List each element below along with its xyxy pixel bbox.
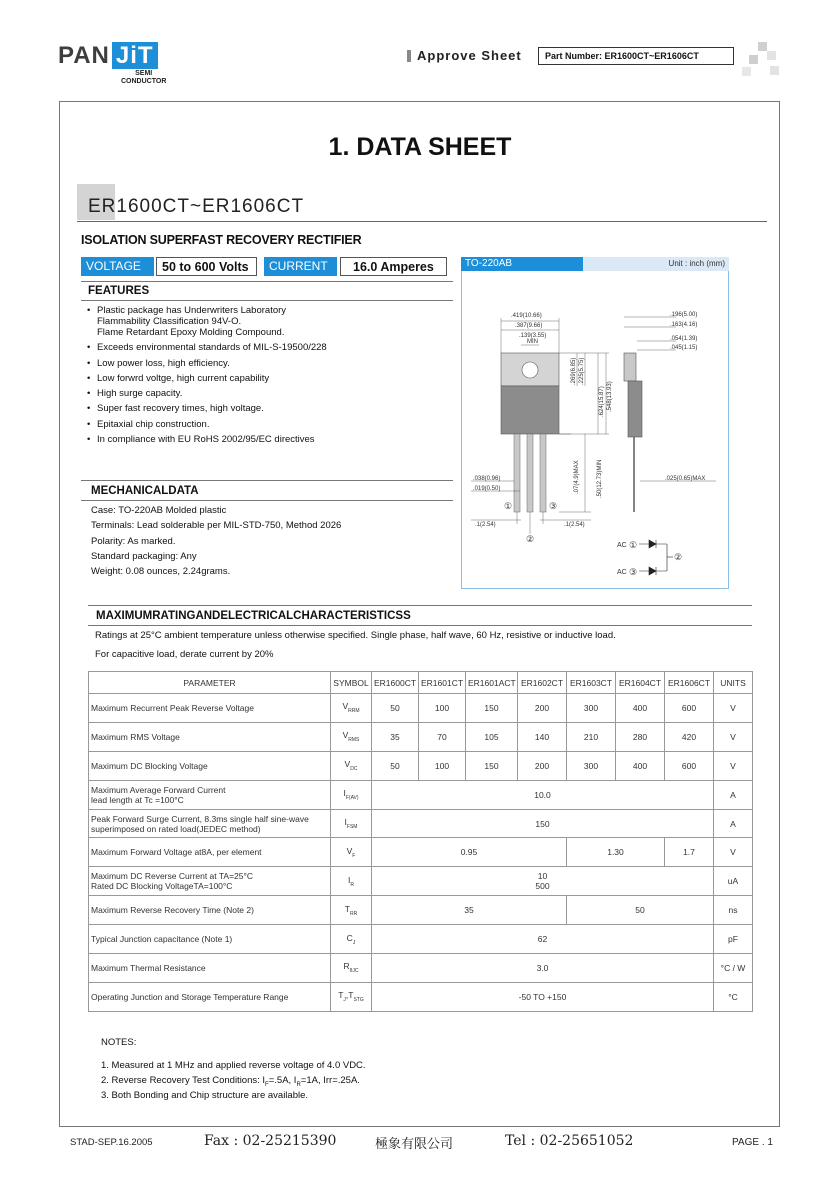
value-cell: 10 500 xyxy=(372,867,714,896)
value-cell: 600 xyxy=(665,751,714,780)
part-number: ER1600CT~ER1606CT xyxy=(604,51,699,61)
dim-label: .624(15.87) xyxy=(599,386,605,417)
symbol-cell: $T_J,T_{STG}$ xyxy=(331,982,372,1011)
table-row xyxy=(89,722,753,751)
table-header: ER1601ACT xyxy=(466,672,518,694)
note-item: 3. Both Bonding and Chip structure are available. xyxy=(101,1090,309,1101)
feature-item: • Exceeds environmental standards of MIL-S-19500/228 xyxy=(87,342,447,353)
mechanical-heading: MECHANICALDATA xyxy=(91,485,199,497)
package-body xyxy=(501,386,559,434)
symbol-cell: $V_{RMS}$ xyxy=(331,722,372,751)
part-number-box: Part Number: ER1600CT~ER1606CT xyxy=(538,47,734,65)
symbol-cell: $R_{\theta JC}$ xyxy=(331,954,372,983)
value-cell: 200 xyxy=(518,751,567,780)
side-tab xyxy=(624,353,636,381)
divider xyxy=(81,281,453,282)
mechanical-item: Case: TO-220AB Molded plastic xyxy=(91,505,227,516)
footer-date: STAD-SEP.16.2005 xyxy=(70,1137,153,1148)
value-cell: 300 xyxy=(567,694,616,723)
table-row xyxy=(89,838,753,867)
table-header: UNITS xyxy=(714,672,753,694)
value-cell: 35 xyxy=(372,722,419,751)
mechanical-list xyxy=(91,505,341,581)
note-item: 1. Measured at 1 MHz and applied reverse voltage of 4.0 VDC. xyxy=(101,1060,366,1071)
decor-square xyxy=(742,67,751,76)
symbol-cell: $T_{RR}$ xyxy=(331,896,372,925)
table-row xyxy=(89,780,753,809)
notes-heading: NOTES: xyxy=(101,1037,137,1048)
footer-fax: Fax : 02-25215390 xyxy=(204,1133,337,1149)
table-header: ER1606CT xyxy=(665,672,714,694)
param-cell: Maximum Recurrent Peak Reverse Voltage xyxy=(89,694,331,723)
dim-label: .054(1.39) xyxy=(670,336,698,342)
value-cell: 3.0 xyxy=(372,954,714,983)
dim-label: .387(9.66) xyxy=(515,323,543,329)
symbol-cell: $V_{RRM}$ xyxy=(331,694,372,723)
ac-label: AC xyxy=(617,569,627,576)
mechanical-item: Polarity: As marked. xyxy=(91,535,176,547)
feature-item: • Super fast recovery times, high voltage. xyxy=(87,403,447,414)
lead-2 xyxy=(527,434,533,512)
current-label: CURRENT xyxy=(264,257,337,276)
param-cell: Maximum DC Reverse Current at TA=25°C Rated DC Blocking VoltageTA=100°C xyxy=(89,867,331,896)
footer-page: PAGE . 1 xyxy=(732,1137,773,1148)
unit-cell: pF xyxy=(714,925,753,954)
note-item: 2. Reverse Recovery Test Conditions: $I_F=.5A$, $I_R=1A$, Irr=.25A. xyxy=(101,1075,360,1088)
symbol-cell: $V_F$ xyxy=(331,838,372,867)
param-cell: Operating Junction and Storage Temperature Range xyxy=(89,982,331,1011)
unit-cell: A xyxy=(714,809,753,838)
param-cell: Typical Junction capacitance (Note 1) xyxy=(89,925,331,954)
param-cell: Maximum RMS Voltage xyxy=(89,722,331,751)
page-title: 1. DATA SHEET xyxy=(328,133,512,161)
package-label: TO-220AB xyxy=(461,257,583,271)
dim-label: .045(1.15) xyxy=(670,345,698,351)
symbol-cell: $I_R$ xyxy=(331,867,372,896)
unit-cell: °C / W xyxy=(714,954,753,983)
table-header-row xyxy=(89,672,753,694)
unit-cell: V xyxy=(714,694,753,723)
footer-tel: Tel : 02-25651052 xyxy=(505,1133,634,1149)
approve-marker xyxy=(407,50,411,62)
param-cell: Maximum Reverse Recovery Time (Note 2) xyxy=(89,896,331,925)
mechanical-item: Weight: 0.08 ounces, 2.24grams. xyxy=(91,566,231,578)
features-heading: FEATURES xyxy=(88,285,150,297)
table-header: ER1602CT xyxy=(518,672,567,694)
symbol-cell: $V_{DC}$ xyxy=(331,751,372,780)
value-cell: 420 xyxy=(665,722,714,751)
decor-square xyxy=(767,51,776,60)
value-cell: 100 xyxy=(419,751,466,780)
feature-item: • Plastic package has Underwriters Laboratory Flammability Classification 94V-O. Flame Retardant Epoxy Molding Compound. xyxy=(87,305,447,338)
dim-label: .50(12.73)MIN xyxy=(597,459,603,498)
divider xyxy=(88,605,752,606)
logo-subtitle: SEMI CONDUCTOR xyxy=(121,70,167,85)
product-subtitle: ISOLATION SUPERFAST RECOVERY RECTIFIER xyxy=(81,233,362,247)
decor-square xyxy=(770,66,779,75)
value-cell: 0.95 xyxy=(372,838,567,867)
unit-cell: °C xyxy=(714,982,753,1011)
voltage-label: VOLTAGE xyxy=(81,257,154,276)
panjit-logo: PAN JiT xyxy=(58,42,158,70)
feature-item: • In compliance with EU RoHS 2002/95/EC directives xyxy=(87,434,447,445)
dim-label: .139(3.55) xyxy=(519,333,547,339)
dim-label: .1(2.54) xyxy=(564,522,585,528)
unit-cell: uA xyxy=(714,867,753,896)
value-cell: 280 xyxy=(616,722,665,751)
pin-3-label: ③ xyxy=(549,501,558,511)
footer-company: 極象有限公司 xyxy=(375,1137,454,1152)
package-unit: Unit : inch (mm) xyxy=(668,259,725,268)
value-cell: 150 xyxy=(372,809,714,838)
lead-3 xyxy=(540,434,546,512)
divider xyxy=(81,480,453,481)
product-title: ER1600CT~ER1606CT xyxy=(88,196,305,217)
value-cell: 10.0 xyxy=(372,780,714,809)
table-header: SYMBOL xyxy=(331,672,372,694)
param-cell: Maximum Average Forward Current lead length at Tc =100°C xyxy=(89,780,331,809)
table-row xyxy=(89,751,753,780)
unit-cell: V xyxy=(714,751,753,780)
table-row xyxy=(89,982,753,1011)
side-body xyxy=(628,381,642,437)
pin-1-label: ① xyxy=(629,540,638,550)
value-cell: 300 xyxy=(567,751,616,780)
value-cell: 1.30 xyxy=(567,838,665,867)
to220-outline-drawing xyxy=(461,272,729,589)
voltage-value: 50 to 600 Volts xyxy=(156,257,257,276)
lead-1 xyxy=(514,434,520,512)
dim-label: .038(0.96) xyxy=(473,476,501,482)
divider xyxy=(81,500,453,501)
ratings-heading: MAXIMUMRATINGANDELECTRICALCHARACTERISTICSS xyxy=(96,610,411,622)
divider xyxy=(81,300,453,301)
dim-label: .225(5.75) xyxy=(579,357,585,385)
ratings-note: For capacitive load, derate current by 20% xyxy=(95,649,274,660)
value-cell: 1.7 xyxy=(665,838,714,867)
value-cell: 100 xyxy=(419,694,466,723)
pin-2-label: ② xyxy=(674,552,683,562)
dim-label: .269(6.85) xyxy=(571,357,577,385)
dim-label: .196(5.00) xyxy=(670,312,698,318)
dim-label: .019(0.50) xyxy=(473,486,501,492)
value-cell: 400 xyxy=(616,694,665,723)
unit-cell: A xyxy=(714,780,753,809)
feature-item: • Low power loss, high efficiency. xyxy=(87,358,447,369)
divider xyxy=(88,625,752,626)
value-cell: 35 xyxy=(372,896,567,925)
param-cell: Peak Forward Surge Current, 8.3ms single half sine-wave superimposed on rated load(JEDEC method) xyxy=(89,809,331,838)
symbol-cell: $I_{FSM}$ xyxy=(331,809,372,838)
ac-label: AC xyxy=(617,542,627,549)
dim-label: .025(0.65)MAX xyxy=(665,476,706,482)
dim-label: .07(4.9)MAX xyxy=(574,460,580,494)
mounting-hole xyxy=(522,362,538,378)
feature-item: • Epitaxial chip construction. xyxy=(87,419,447,430)
pin-3-label: ③ xyxy=(629,567,638,577)
divider xyxy=(77,221,767,222)
approve-sheet-label: Approve Sheet xyxy=(417,48,522,63)
unit-cell: V xyxy=(714,838,753,867)
dim-label: .163(4.16) xyxy=(670,322,698,328)
dim-label: .419(10.66) xyxy=(511,313,542,319)
unit-cell: V xyxy=(714,722,753,751)
symbol-cell: $C_J$ xyxy=(331,925,372,954)
table-row xyxy=(89,867,753,896)
table-row xyxy=(89,694,753,723)
features-list xyxy=(87,305,447,449)
decor-square xyxy=(758,42,767,51)
param-cell: Maximum DC Blocking Voltage xyxy=(89,751,331,780)
value-cell: 600 xyxy=(665,694,714,723)
ratings-table xyxy=(88,671,753,1012)
value-cell: 140 xyxy=(518,722,567,751)
ratings-note: Ratings at 25°C ambient temperature unless otherwise specified. Single phase, half wave, 60 Hz, resistive or inductive load. xyxy=(95,630,616,641)
table-row xyxy=(89,954,753,983)
value-cell: 150 xyxy=(466,694,518,723)
symbol-cell: $I_{F(AV)}$ xyxy=(331,780,372,809)
value-cell: -50 TO +150 xyxy=(372,982,714,1011)
value-cell: 400 xyxy=(616,751,665,780)
pin-2-label: ② xyxy=(526,534,535,544)
value-cell: 50 xyxy=(372,751,419,780)
table-row xyxy=(89,896,753,925)
value-cell: 210 xyxy=(567,722,616,751)
table-header: PARAMETER xyxy=(89,672,331,694)
table-header: ER1600CT xyxy=(372,672,419,694)
table-header: ER1604CT xyxy=(616,672,665,694)
pin-1-label: ① xyxy=(504,501,513,511)
feature-item: • Low forwrd voltge, high current capability xyxy=(87,373,447,384)
param-cell: Maximum Thermal Resistance xyxy=(89,954,331,983)
value-cell: 70 xyxy=(419,722,466,751)
unit-cell: ns xyxy=(714,896,753,925)
table-header: ER1603CT xyxy=(567,672,616,694)
table-row xyxy=(89,809,753,838)
value-cell: 50 xyxy=(372,694,419,723)
table-header: ER1601CT xyxy=(419,672,466,694)
value-cell: 150 xyxy=(466,751,518,780)
dim-label: .1(2.54) xyxy=(475,522,496,528)
value-cell: 62 xyxy=(372,925,714,954)
mechanical-item: Standard packaging: Any xyxy=(91,550,197,562)
table-row xyxy=(89,925,753,954)
feature-item: • High surge capacity. xyxy=(87,388,447,399)
dim-label: .548(13.93) xyxy=(607,381,613,412)
dim-label: MIN xyxy=(527,339,538,345)
mechanical-item: Terminals: Lead solderable per MIL-STD-750, Method 2026 xyxy=(91,520,342,532)
current-value: 16.0 Amperes xyxy=(340,257,447,276)
decor-square xyxy=(749,55,758,64)
value-cell: 105 xyxy=(466,722,518,751)
diode-schematic xyxy=(639,540,673,575)
value-cell: 50 xyxy=(567,896,714,925)
param-cell: Maximum Forward Voltage at8A, per element xyxy=(89,838,331,867)
value-cell: 200 xyxy=(518,694,567,723)
